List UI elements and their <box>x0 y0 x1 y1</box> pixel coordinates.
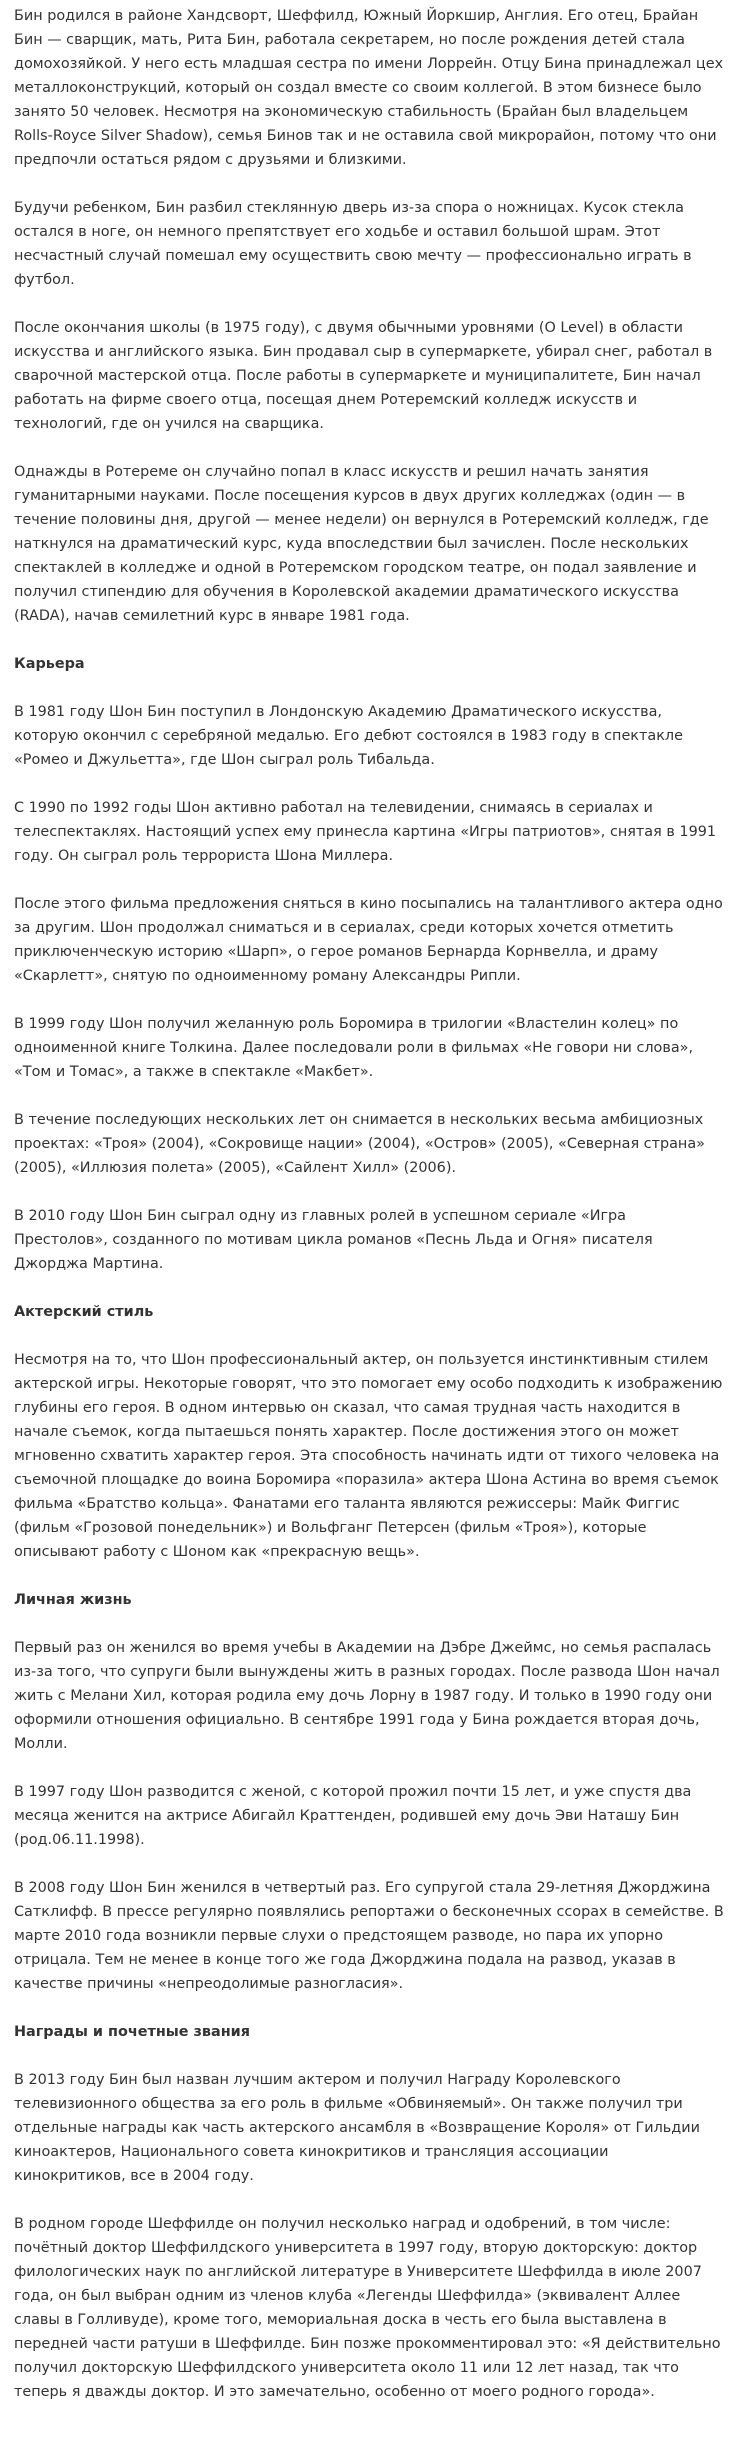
heading-personal-life: Личная жизнь <box>14 1592 132 1608</box>
paragraph-personal-life-1: Первый раз он женился во время учебы в Академии на Дэбре Джеймс, но семья распалась из-за того, что супруги были вынуждены жить в разных городах. После развода Шон начал жить с Мелани Хил, которая родила ему дочь Лорну в 1987 году. И только в 1990 году они оформили отношения официально. В сентябре 1991 года у Бина рождается вторая дочь, Молли. <box>14 1640 720 1752</box>
heading-awards: Награды и почетные звания <box>14 2024 251 2040</box>
paragraph-career-3: После этого фильма предложения сняться в кино посыпались на талантливого актера одно за другим. Шон продолжал сниматься и в сериалах, среди которых хочется отметить приключенческую историю «Шарп», о герое романов Бернарда Корнвелла, и драму «Скарлетт», снятую по одноименному роману Александры Рипли. <box>14 896 723 984</box>
paragraph-acting-style-1: Несмотря на то, что Шон профессиональный актер, он пользуется инстинктивным стилем актерской игры. Некоторые говорят, что это помогает ему особо подходить к изображению глубины его героя. В одном интервью он сказал, что самая трудная часть находится в начале съемок, когда пытаешься понять характер. После достижения этого он может мгновенно схватить характер героя. Эта способность начинать идти от тихого человека на съемочной площадке до воина Боромира «поразила» актера Шона Астина во время съемок фильма «Братство кольца». Фанатами его таланта являются режиссеры: Майк Фиггис (фильм «Грозовой понедельник») и Вольфганг Петерсен (фильм «Троя»), которые описывают работу с Шоном как «прекрасную вещь». <box>14 1352 723 1560</box>
paragraph-awards-2: В родном городе Шеффилде он получил несколько наград и одобрений, в том числе: почётный доктор Шеффилдского университета в 1997 году, вторую докторскую: доктор филологических наук по английской литературе в Университете Шеффилда в июле 2007 года, он был выбран одним из членов клуба «Легенды Шеффилда» (эквивалент Аллее славы в Голливуде), кроме того, мемориальная доска в честь его была выставлена в передней части ратуши в Шеффилде. Бин позже прокомментировал это: «Я действительно получил докторскую Шеффилдского университета около 11 или 12 лет назад, так что теперь я дважды доктор. И это замечательно, особенно от моего родного города». <box>14 2216 721 2400</box>
paragraph-awards-1: В 2013 году Бин был назван лучшим актером и получил Награду Королевского телевизионного общества за его роль в фильме «Обвиняемый». Он также получил три отдельные награды как часть актерского ансамбля в «Возвращение Короля» от Гильдии киноактеров, Национального совета кинокритиков и трансляция ассоциации кинокритиков, все в 2004 году. <box>14 2072 700 2184</box>
paragraph-intro-1: Бин родился в районе Хандсворт, Шеффилд, Южный Йоркшир, Англия. Его отец, Брайан Бин — сварщик, мать, Рита Бин, работала секретарем, но после рождения детей стала домохозяйкой. У него есть младшая сестра по имени Лоррейн. Отцу Бина принадлежал цех металлоконструкций, который он создал вместе со своим коллегой. В этом бизнесе было занято 50 человек. Несмотря на экономическую стабильность (Брайан был владельцем Rolls-Royce Silver Shadow), семья Бинов так и не оставила свой микрорайон, потому что они предпочли остаться рядом с друзьями и близкими. <box>14 8 724 168</box>
heading-acting-style: Актерский стиль <box>14 1304 154 1320</box>
paragraph-career-4: В 1999 году Шон получил желанную роль Боромира в трилогии «Властелин колец» по одноименной книге Толкина. Далее последовали роли в фильмах «Не говори ни слова», «Том и Томас», а также в спектакле «Макбет». <box>14 1016 694 1080</box>
paragraph-intro-4: Однажды в Ротереме он случайно попал в класс искусств и решил начать занятия гуманитарными науками. После посещения курсов в двух других колледжах (один — в течение половины дня, другой — менее недели) он вернулся в Ротеремский колледж, где наткнулся на драматический курс, куда впоследствии был зачислен. После нескольких спектаклей в колледже и одной в Ротеремском городском театре, он подал заявление и получил стипендию для обучения в Королевской академии драматического искусства (RADA), начав семилетний курс в январе 1981 года. <box>14 464 709 624</box>
paragraph-career-1: В 1981 году Шон Бин поступил в Лондонскую Академию Драматического искусства, которую окончил с серебряной медалью. Его дебют состоялся в 1983 году в спектакле «Ромео и Джульетта», где Шон сыграл роль Тибальда. <box>14 704 683 768</box>
paragraph-personal-life-2: В 1997 году Шон разводится с женой, с которой прожил почти 15 лет, и уже спустя два месяца женится на актрисе Абигайл Краттенден, родившей ему дочь Эви Наташу Бин (род.06.11.1998). <box>14 1784 692 1848</box>
paragraph-intro-2: Будучи ребенком, Бин разбил стеклянную дверь из-за спора о ножницах. Кусок стекла остался в ноге, он немного препятствует его ходьбе и оставил большой шрам. Этот несчастный случай помешал ему осуществить свою мечту — профессионально играть в футбол. <box>14 200 692 288</box>
heading-career: Карьера <box>14 656 85 672</box>
paragraph-career-2: С 1990 по 1992 годы Шон активно работал на телевидении, снимаясь в сериалах и телеспектаклях. Настоящий успех ему принесла картина «Игры патриотов», снятая в 1991 году. Он сыграл роль террориста Шона Миллера. <box>14 800 717 864</box>
paragraph-career-5: В течение последующих нескольких лет он снимается в нескольких весьма амбициозных проектах: «Троя» (2004), «Сокровище нации» (2004), «Остров» (2005), «Северная страна» (2005), «Иллюзия полета» (2005), «Сайлент Хилл» (2006). <box>14 1112 705 1176</box>
paragraph-intro-3: После окончания школы (в 1975 году), с двумя обычными уровнями (O Level) в области искусства и английского языка. Бин продавал сыр в супермаркете, убирал снег, работал в сварочной мастерской отца. После работы в супермаркете и муниципалитете, Бин начал работать на фирме своего отца, посещая днем Ротеремский колледж искусств и технологий, где он учился на сварщика. <box>14 320 713 432</box>
paragraph-personal-life-3: В 2008 году Шон Бин женился в четвертый раз. Его супругой стала 29-летняя Джорджина Сатклифф. В прессе регулярно появлялись репортажи о бесконечных ссорах в семействе. В марте 2010 года возникли первые слухи о предстоящем разводе, но пара их упорно отрицала. Тем не менее в конце того же года Джорджина подала на развод, указав в качестве причины «непреодолимые разногласия». <box>14 1880 724 1992</box>
paragraph-career-6: В 2010 году Шон Бин сыграл одну из главных ролей в успешном сериале «Игра Престолов», созданного по мотивам цикла романов «Песнь Льда и Огня» писателя Джорджа Мартина. <box>14 1208 653 1272</box>
